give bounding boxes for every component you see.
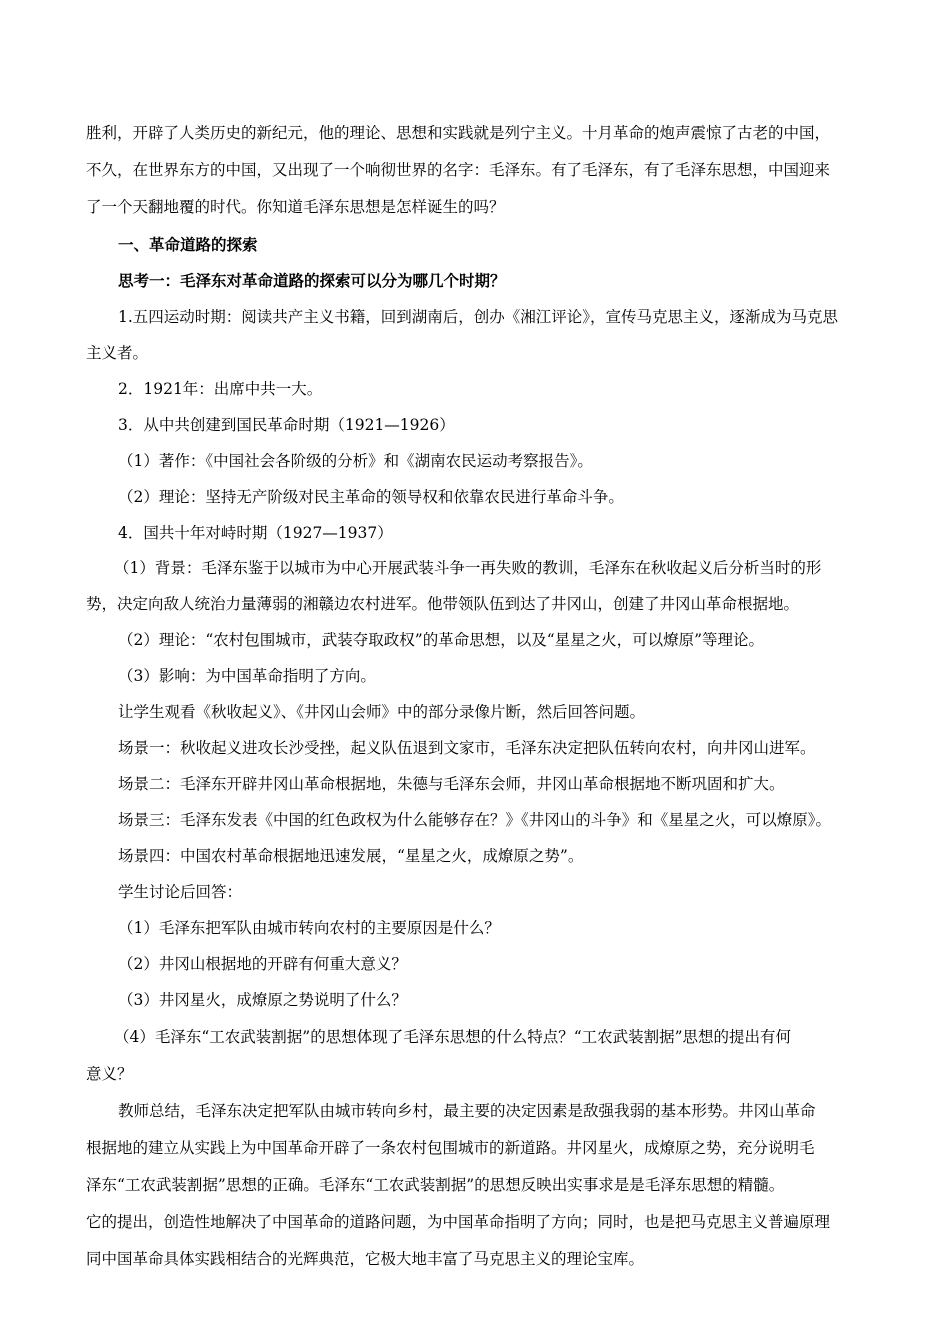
intro-line-2: 不久，在世界东方的中国，又出现了一个响彻世界的名字：毛泽东。有了毛泽东，有了毛泽东思想，中国迎来 bbox=[86, 161, 831, 179]
question-2: （2）井冈山根据地的开辟有何重大意义？ bbox=[118, 955, 407, 973]
scene-2: 场景二：毛泽东开辟井冈山革命根据地，朱德与毛泽东会师，井冈山革命根据地不断巩固和扩大。 bbox=[118, 775, 785, 793]
period-1-line-2: 主义者。 bbox=[86, 344, 149, 362]
section-heading: 一、革命道路的探索 bbox=[118, 236, 258, 254]
question-3: （3）井冈星火，成燎原之势说明了什么？ bbox=[118, 991, 407, 1009]
period-3-theory: （2）理论：坚持无产阶级对民主革命的领导权和依靠农民进行革命斗争。 bbox=[118, 488, 624, 506]
scene-intro: 让学生观看《秋收起义》、《井冈山会师》中的部分录像片断，然后回答问题。 bbox=[118, 703, 646, 721]
intro-line-3: 了一个天翻地覆的时代。你知道毛泽东思想是怎样诞生的吗？ bbox=[86, 198, 505, 216]
scene-3: 场景三：毛泽东发表《中国的红色政权为什么能够存在？》《井冈山的斗争》和《星星之火，可以燎原》。 bbox=[118, 811, 832, 829]
question-1: （1）毛泽东把军队由城市转向农村的主要原因是什么？ bbox=[118, 919, 500, 937]
period-4-background-line-2: 势，决定向敌人统治力量薄弱的湘赣边农村进军。他带领队伍到达了井冈山，创建了井冈山革命根据地。 bbox=[86, 595, 800, 613]
question-4-line-1: （4）毛泽东“工农武装割据”的思想体现了毛泽东思想的什么特点？“工农武装割据”思想的提出有何 bbox=[114, 1028, 792, 1046]
period-4-theory: （2）理论：“农村包围城市，武装夺取政权”的革命思想，以及“星星之火，可以燎原”等理论。 bbox=[118, 631, 765, 649]
summary-line-2: 根据地的建立从实践上为中国革命开辟了一条农村包围城市的新道路。井冈星火，成燎原之势，充分说明毛 bbox=[86, 1139, 815, 1157]
period-4: 4．国共十年对峙时期（1927—1937） bbox=[118, 524, 393, 542]
question-heading: 思考一：毛泽东对革命道路的探索可以分为哪几个时期？ bbox=[118, 272, 506, 290]
discussion-prompt: 学生讨论后回答： bbox=[118, 883, 243, 901]
period-1-line-1: 1.五四运动时期：阅读共产主义书籍，回到湖南后，创办《湘江评论》，宣传马克思主义，逐渐成为马克思 bbox=[118, 308, 839, 326]
period-4-background-line-1: （1）背景：毛泽东鉴于以城市为中心开展武装斗争一再失败的教训，毛泽东在秋收起义后分析当时的形 bbox=[114, 559, 822, 577]
period-2: 2．1921年：出席中共一大。 bbox=[118, 380, 323, 398]
period-3: 3．从中共创建到国民革命时期（1921—1926） bbox=[118, 416, 455, 434]
scene-4: 场景四：中国农村革命根据地迅速发展，“星星之火，成燎原之势”。 bbox=[118, 847, 584, 865]
intro-line-1: 胜利，开辟了人类历史的新纪元，他的理论、思想和实践就是列宁主义。十月革命的炮声震惊了古老的中国， bbox=[86, 124, 831, 142]
summary-line-5: 同中国革命具体实践相结合的光辉典范，它极大地丰富了马克思主义的理论宝库。 bbox=[86, 1250, 645, 1268]
period-3-works: （1）著作：《中国社会各阶级的分析》和《湖南农民运动考察报告》。 bbox=[118, 452, 593, 470]
summary-line-1: 教师总结，毛泽东决定把军队由城市转向乡村，最主要的决定因素是敌强我弱的基本形势。井冈山革命 bbox=[118, 1102, 816, 1120]
summary-line-4: 它的提出，创造性地解决了中国革命的道路问题，为中国革命指明了方向；同时，也是把马克思主义普遍原理 bbox=[86, 1213, 831, 1231]
period-4-impact: （3）影响：为中国革命指明了方向。 bbox=[118, 667, 376, 685]
question-4-line-2: 意义？ bbox=[86, 1065, 133, 1083]
summary-line-3: 泽东“工农武装割据”思想的正确。毛泽东“工农武装割据”的思想反映出实事求是是毛泽东思想的精髓。 bbox=[86, 1176, 785, 1194]
scene-1: 场景一：秋收起义进攻长沙受挫，起义队伍退到文家市，毛泽东决定把队伍转向农村，向井冈山进军。 bbox=[118, 739, 816, 757]
